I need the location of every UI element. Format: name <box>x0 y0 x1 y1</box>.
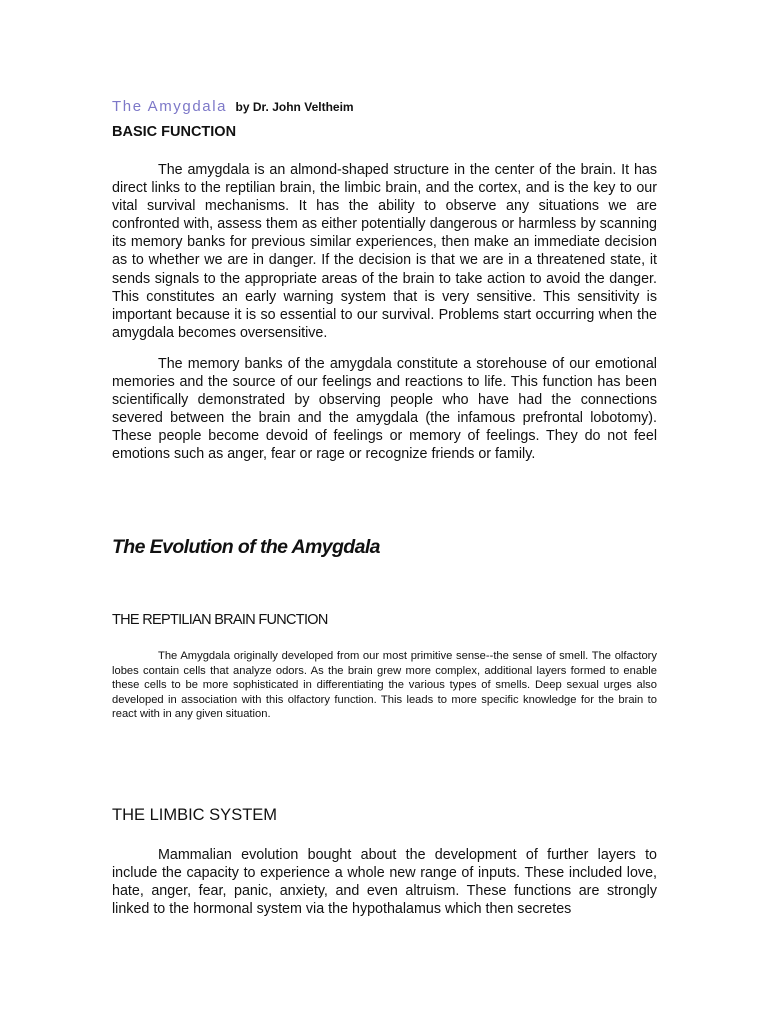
paragraph-basic-function-1: The amygdala is an almond-shaped structure in the center of the brain. It has direct links to the reptilian brain, the limbic brain, and the cortex, and is the key to our vital survival mechanisms. It has the ability to observe any situations we are confronted with, assess them as either potentially dangerous or harmless by scanning its memory banks for previous similar experiences, then make an immediate decision as to whether we are in danger. If the decision is that we are in a threatened state, it sends signals to the appropriate areas of the brain to take action to avoid the danger. This constitutes an early warning system that is very sensitive. This sensitivity is important because it is so essential to our survival. Problems start occurring when the amygdala becomes oversensitive. <box>112 162 657 341</box>
heading-reptilian-brain: THE REPTILIAN BRAIN FUNCTION <box>112 612 328 628</box>
paragraph-reptilian-brain: The Amygdala originally developed from our most primitive sense--the sense of smell. The olfactory lobes contain cells that analyze odors. As the brain grew more complex, additional layers formed to enable these cells to be more sophisticated in differentiating the various types of smells. Deep sexual urges also developed in association with this olfactory function. This leads to more specific knowledge for the brain to react with in any given situation. <box>112 650 657 720</box>
document-title: The Amygdala <box>112 98 228 115</box>
paragraph-limbic-system: Mammalian evolution bought about the development of further layers to include the capacity to experience a whole new range of inputs. These included love, hate, anger, fear, panic, anxiety, and even altruism. These functions are strongly linked to the hormonal system via the hypothalamus which then secretes <box>112 847 657 918</box>
author-byline: by Dr. John Veltheim <box>235 100 354 114</box>
title-line <box>112 98 354 116</box>
heading-limbic-system: THE LIMBIC SYSTEM <box>112 806 278 824</box>
heading-evolution: The Evolution of the Amygdala <box>112 536 380 558</box>
paragraph-basic-function-2: The memory banks of the amygdala constitute a storehouse of our emotional memories and the source of our feelings and reactions to life. This function has been scientifically demonstrated by observing people who have had the connections severed between the brain and the amygdala (the infamous prefrontal lobotomy). These people become devoid of feelings or memory of feelings. They do not feel emotions such as anger, fear or rage or recognize friends or family. <box>112 356 657 463</box>
heading-basic-function: BASIC FUNCTION <box>112 124 237 140</box>
